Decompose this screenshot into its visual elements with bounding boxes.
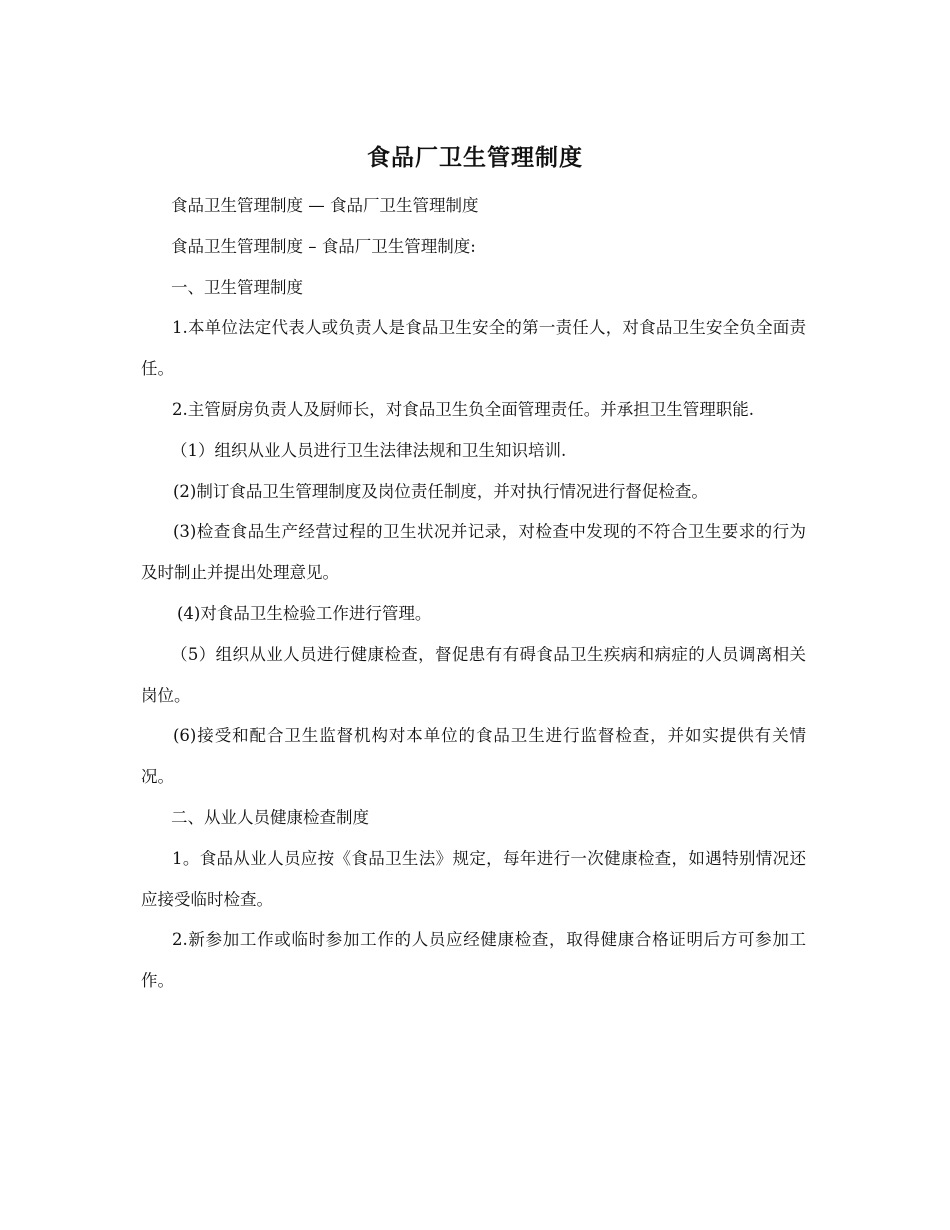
paragraph-item-1: 1.本单位法定代表人或负责人是食品卫生安全的第一责任人，对食品卫生安全负全面责任。 (141, 318, 806, 379)
sub-item-6: (6)接受和配合卫生监督机构对本单位的食品卫生进行监督检查，并如实提供有关情况。 (141, 726, 806, 787)
paragraph-item-3: 1。食品从业人员应按《食品卫生法》规定，每年进行一次健康检查，如遇特别情况还应接受临时检查。 (141, 848, 806, 909)
paragraph-item-2: 2.主管厨房负责人及厨师长，对食品卫生负全面管理责任。并承担卫生管理职能. (172, 399, 754, 419)
sub-item-5: （5）组织从业人员进行健康检查，督促患有有碍食品卫生疾病和病症的人员调离相关岗位。 (141, 644, 806, 705)
subtitle-line-1: 食品卫生管理制度 — 食品厂卫生管理制度 (171, 196, 479, 215)
sub-item-2: (2)制订食品卫生管理制度及岗位责任制度，并对执行情况进行督促检查。 (173, 481, 708, 501)
document-body (141, 186, 806, 1002)
sub-item-1: （1）组织从业人员进行卫生法律法规和卫生知识培训. (171, 440, 567, 460)
section-heading-1: 一、卫生管理制度 (171, 277, 303, 297)
subtitle-line-2: 食品卫生管理制度 – 食品厂卫生管理制度: (171, 236, 476, 256)
section-heading-2: 二、从业人员健康检查制度 (171, 807, 369, 827)
document-title: 食品厂卫生管理制度 (367, 144, 583, 171)
sub-item-4: (4)对食品卫生检验工作进行管理。 (177, 603, 432, 623)
sub-item-3: (3)检查食品生产经营过程的卫生状况并记录，对检查中发现的不符合卫生要求的行为及时制止并提出处理意见。 (141, 522, 806, 583)
paragraph-item-4: 2.新参加工作或临时参加工作的人员应经健康检查，取得健康合格证明后方可参加工作。 (141, 930, 806, 991)
